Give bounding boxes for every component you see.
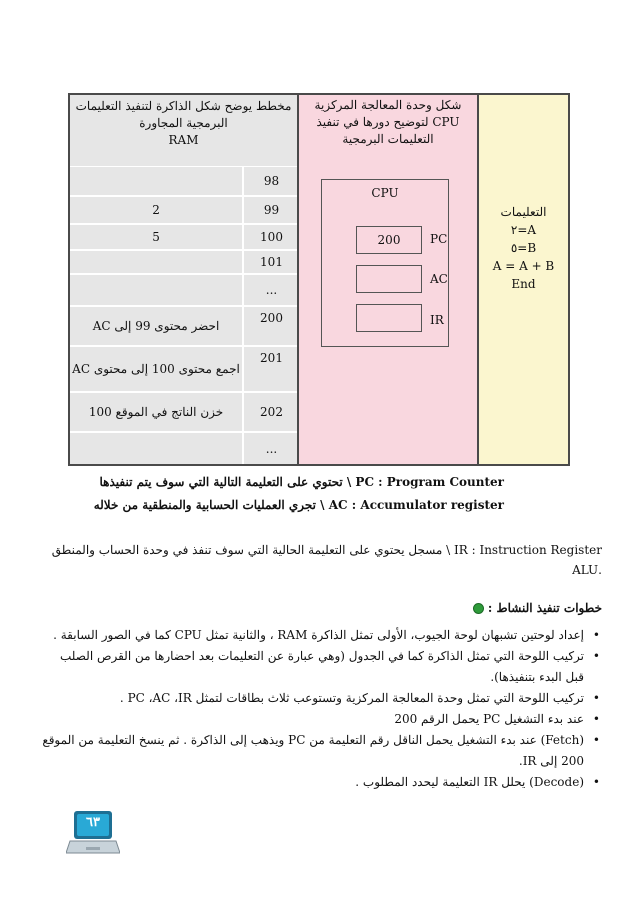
ram-header-line: RAM xyxy=(168,133,199,147)
instruction-line: A = A + B xyxy=(492,259,555,273)
step-item: • تركيب اللوحة التي تمثل وحدة المعالجة المركزية وتستوعب ثلاث بطاقات لتمثل PC ،AC ،IR . xyxy=(40,688,602,709)
cpu-label: CPU xyxy=(371,186,399,200)
step-item: • (Fetch) عند بدء التشغيل يحمل الناقل رقم التعليمة من PC ويذهب إلى الذاكرة . ثم ينسخ التعليمة من الموقع 200 إلى IR. xyxy=(40,730,602,772)
ram-row xyxy=(70,347,297,393)
instruction-line: ٥=B xyxy=(510,241,537,255)
ram-cell-value: اجمع محتوى 100 إلى محتوى AC xyxy=(70,347,244,391)
ram-cell-value: خزن الناتج في الموقع 100 xyxy=(70,393,244,431)
ram-row xyxy=(70,167,297,197)
step-item: • إعداد لوحتين تشبهان لوحة الجيوب، الأولى تمثل الذاكرة RAM ، والثانية تمثل CPU كما في الصور السابقة . xyxy=(40,625,602,646)
instructions-panel xyxy=(479,95,568,464)
ram-row xyxy=(70,393,297,433)
pc-definition: PC : Program Counter \ تحتوي على التعليمة التالية التي سوف يتم تنفيذها xyxy=(99,475,504,489)
ram-cell-address: 100 xyxy=(260,230,283,244)
ram-cell-value xyxy=(70,275,244,305)
cpu-panel-header: شكل وحدة المعالجة المركزية CPU لتوضيح دورها في تنفيذ التعليمات البرمجية xyxy=(314,98,462,146)
ram-cell-address: 98 xyxy=(263,174,280,188)
ram-cell-value: احضر محتوى 99 إلى AC xyxy=(70,307,244,345)
ram-cell-address: 200 xyxy=(260,311,283,325)
ir-definition: IR : Instruction Register \ مسجل يحتوي على التعليمة الحالية التي سوف تنفذ في وحدة الحساب والمنطق xyxy=(51,543,602,557)
ram-row xyxy=(70,251,297,275)
steps-title-text: خطوات تنفيذ النشاط : xyxy=(487,601,602,615)
ram-header-line: البرمجية المجاورة xyxy=(139,116,228,130)
instructions-list xyxy=(479,203,568,293)
ram-cell-value xyxy=(70,251,244,273)
step-item: • تركيب اللوحة التي تمثل الذاكرة كما في الجدول (وهي عبارة عن التعليمات بعد احضارها من القرص الصلب قبل البدء بتنفيذها). xyxy=(40,646,602,688)
ram-header-line: مخطط يوضح شكل الذاكرة لتنفيذ التعليمات xyxy=(75,99,292,113)
cpu-panel xyxy=(297,95,479,464)
ram-cell-address: 202 xyxy=(260,405,283,419)
ir-register-box xyxy=(356,304,422,332)
instruction-line: End xyxy=(511,277,536,291)
ac-register-box xyxy=(356,265,422,293)
ram-row xyxy=(70,275,297,307)
pc-register-box: 200 xyxy=(356,226,422,254)
steps-list xyxy=(40,625,602,793)
instructions-title: التعليمات xyxy=(500,205,547,219)
ram-cell-address: ... xyxy=(265,441,278,456)
step-item: • عند بدء التشغيل PC يحمل الرقم 200 xyxy=(40,709,602,730)
ram-cell-address: 99 xyxy=(263,203,280,217)
ram-cell-value xyxy=(70,433,244,464)
ram-cell-address: 201 xyxy=(260,351,283,365)
steps-title xyxy=(300,600,602,616)
page-number: ٦٣ xyxy=(86,815,100,830)
ac-definition: AC : Accumulator register \ تجري العمليات الحسابية والمنطقية من خلاله xyxy=(93,498,504,512)
ir-definition-continued: .ALU xyxy=(572,563,602,577)
ac-register-label: AC xyxy=(430,272,448,286)
ram-panel-header xyxy=(70,95,297,167)
bullet-dot-icon xyxy=(473,603,484,614)
ram-cell-value xyxy=(70,167,244,195)
ram-row xyxy=(70,197,297,225)
ram-row xyxy=(70,433,297,464)
instruction-line: ٢=A xyxy=(510,223,537,237)
ram-cell-value: 2 xyxy=(70,197,244,223)
ir-register-label: IR xyxy=(430,313,444,327)
memory-cpu-diagram xyxy=(68,93,570,466)
ram-row xyxy=(70,307,297,347)
ram-row xyxy=(70,225,297,251)
ram-cell-value: 5 xyxy=(70,225,244,249)
cpu-box xyxy=(321,179,449,347)
pc-register-label: PC xyxy=(430,232,448,246)
ram-cell-address: ... xyxy=(265,283,278,297)
ram-panel xyxy=(70,95,297,464)
step-item: • (Decode) يحلل IR التعليمة ليحدد المطلوب . xyxy=(40,772,602,793)
ram-cell-address: 101 xyxy=(260,255,283,269)
page-number-laptop-icon xyxy=(66,809,120,857)
